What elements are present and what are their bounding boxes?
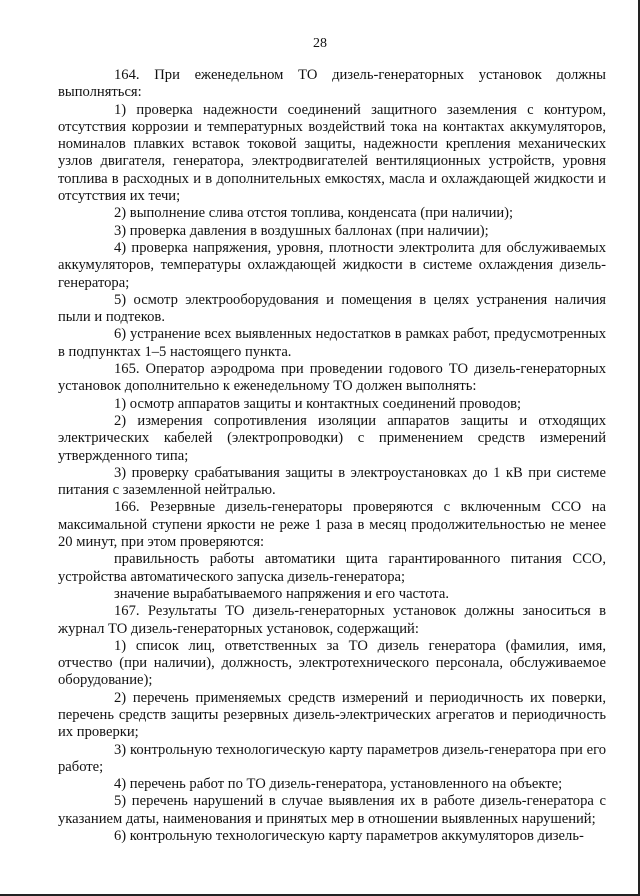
paragraph-167-item-2: 2) перечень применяемых средств измерений и периодичность их поверки, перечень средств защиты резервных дизель-электрических агрегатов и периодичность их проверки; xyxy=(58,689,606,741)
paragraph-167: 167. Результаты ТО дизель-генераторных установок должны заноситься в журнал ТО дизель-генераторных установок, содержащий: xyxy=(58,603,606,637)
paragraph-166-check-1: правильность работы автоматики щита гарантированного питания ССО, устройства автоматического запуска дизель-генератора; xyxy=(58,551,606,585)
paragraph-167-item-3: 3) контрольную технологическую карту параметров дизель-генератора при его работе; xyxy=(58,741,606,775)
paragraph-167-item-5: 5) перечень нарушений в случае выявления их в работе дизель-генератора с указанием даты, наименования и принятых мер в отношении выявленных нарушений; xyxy=(58,793,606,827)
paragraph-165-item-2: 2) измерения сопротивления изоляции аппаратов защиты и отходящих электрических кабелей (электропроводки) с применением средств измерений утвержденного типа; xyxy=(58,412,606,464)
paragraph-165-item-3: 3) проверку срабатывания защиты в электроустановках до 1 кВ при системе питания с заземленной нейтралью. xyxy=(58,464,606,499)
paragraph-164-item-2: 2) выполнение слива отстоя топлива, конденсата (при наличии); xyxy=(114,205,514,222)
paragraph-164: 164. При еженедельном ТО дизель-генераторных установок должны выполняться: xyxy=(58,67,606,101)
paragraph-167-item-1: 1) список лиц, ответственных за ТО дизель генератора (фамилия, имя, отчество (при наличии), должность, электротехнического персонала, обслуживаемое оборудование); xyxy=(58,637,606,689)
paragraph-165-item-1: 1) осмотр аппаратов защиты и контактных соединений проводов; xyxy=(114,395,522,412)
paragraph-164-item-4: 4) проверка напряжения, уровня, плотности электролита для обслуживаемых аккумуляторов, температуры охлаждающей жидкости в системе охлаждения дизель-генератора; xyxy=(58,239,606,291)
paragraph-166: 166. Резервные дизель-генераторы проверяются с включенным ССО на максимальной ступени яркости не реже 1 раза в месяц продолжительностью не менее 20 минут, при этом проверяются: xyxy=(58,499,606,551)
paragraph-164-item-3: 3) проверка давления в воздушных баллонах (при наличии); xyxy=(114,222,489,239)
paragraph-165: 165. Оператор аэродрома при проведении годового ТО дизель-генераторных установок дополнительно к еженедельному ТО должен выполнять: xyxy=(58,361,606,395)
paragraph-164-item-6: 6) устранение всех выявленных недостатков в рамках работ, предусмотренных в подпунктах 1–5 настоящего пункта. xyxy=(58,326,606,360)
document-body xyxy=(58,67,606,845)
paragraph-164-item-5: 5) осмотр электрооборудования и помещения в целях устранения наличия пыли и подтеков. xyxy=(58,291,606,326)
paragraph-167-item-4: 4) перечень работ по ТО дизель-генератора, установленного на объекте; xyxy=(114,776,563,793)
paragraph-167-item-6: 6) контрольную технологическую карту параметров аккумуляторов дизель- xyxy=(114,828,584,845)
page-number: 28 xyxy=(313,36,327,51)
paragraph-164-item-1: 1) проверка надежности соединений защитного заземления с контуром, отсутствия коррозии и температурных воздействий тока на контактах аккумуляторов, номиналов плавких вставок токовой защиты, надежности крепления механических узлов двигателя, генератора, электродвигателей вентиляционных устройств, уровня топлива в расходных и в дополнительных емкостях, масла и охлаждающей жидкости и отсутствия их течи; xyxy=(58,101,606,205)
paragraph-166-check-2: значение вырабатываемого напряжения и его частота. xyxy=(114,585,449,602)
